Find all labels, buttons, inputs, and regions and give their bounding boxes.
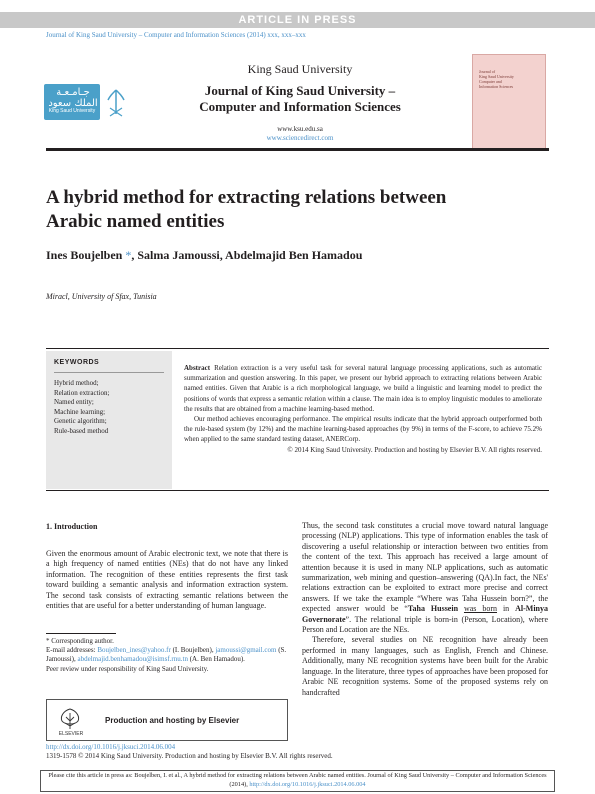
corresponding-author-note: * Corresponding author. bbox=[46, 637, 114, 645]
keyword: Machine learning; bbox=[54, 407, 106, 416]
abstract-paragraph-2: Our method achieves encouraging performance. The empirical results indicate that the hybrid approach outperformed both the rule-based system (by 12%) and the machine learning-based approaches (by 9%) in terms of the F-score, to achieve 75.2% when applied to the same standard testing dataset, ANERCorp. bbox=[184, 415, 542, 444]
cover-line: Computer and bbox=[479, 79, 502, 84]
cover-line: Information Sciences bbox=[479, 84, 514, 89]
peer-review-note: Peer review under responsibility of King Saud University. bbox=[46, 664, 209, 673]
email-link-1[interactable]: Boujelben_ines@yahoo.fr bbox=[97, 646, 171, 655]
journal-title-line2: Computer and Information Sciences bbox=[199, 99, 401, 114]
title-line1: A hybrid method for extracting relations between bbox=[46, 187, 447, 208]
footnote-rule bbox=[46, 633, 116, 634]
logo-arabic-text: جـامـعـة الملك سعود bbox=[48, 87, 98, 109]
citation-text: Please cite this article in press as: Boujelben, I. et al., A hybrid method for extracting relations between Arabic named entities. Journal of King Saud University – Computer and Information Sciences (2014), bbox=[48, 772, 547, 788]
abstract-paragraph-1 bbox=[184, 363, 542, 414]
abstract-text-1: Relation extraction is a very useful task for several natural language processing applications, such as automatic summarization and question answering. In this paper, we present our hybrid approach to extracting relations between Arabic named entities. Given that Arabic is a rich morphological language, we build a linguistic and learning model to predict the positions of words that express a semantic relation within a clause. The main idea is to employ linguistic modules to ameliorate the results that are obtained from a machine learning-based method. bbox=[184, 364, 542, 413]
email-addresses bbox=[46, 646, 288, 664]
example-entity-2: Al-Minya Governorate bbox=[302, 604, 548, 624]
article-title bbox=[46, 186, 486, 234]
cover-text bbox=[479, 69, 539, 89]
issn-copyright: 1319-1578 © 2014 King Saud University. Production and hosting by Elsevier B.V. All rights reserved. bbox=[46, 752, 333, 760]
example-relation: was born bbox=[463, 604, 498, 614]
journal-title-line1: Journal of King Saud University – bbox=[204, 83, 396, 98]
email-owner-1: (I. Boujelben), bbox=[170, 646, 216, 655]
email-link-2[interactable]: jamoussi@gmail.com bbox=[215, 646, 277, 655]
university-logo bbox=[40, 70, 130, 125]
citation-box bbox=[40, 770, 555, 792]
section-rule bbox=[46, 348, 549, 349]
email-owner-2: (S. Jamoussi), bbox=[46, 646, 287, 664]
keyword: Named entity; bbox=[54, 398, 94, 406]
email-link-3[interactable]: abdelmajid.benhamadou@isimsf.rnu.tn bbox=[77, 655, 188, 664]
author-list bbox=[46, 248, 362, 263]
email-label: E-mail addresses: bbox=[46, 646, 96, 655]
intro-left-text: Given the enormous amount of Arabic electronic text, we note that there is a high frequency of named entities (NEs) that do not have any linked information. The recognition of these entities represents the first task toward building a semantic analysis and information extraction system. The second task consists of extracting semantic relations between the entities that are useful for a better understanding of human language. bbox=[46, 549, 288, 611]
header-citation[interactable]: Journal of King Saud University – Computer and Information Sciences (2014) xxx, xxx–xxx bbox=[46, 31, 306, 39]
journal-cover-thumbnail bbox=[472, 54, 546, 150]
keyword: Genetic algorithm; bbox=[54, 417, 107, 425]
cover-line: King Saud University bbox=[479, 74, 514, 79]
intro-in: in bbox=[497, 604, 516, 614]
cover-line: Journal of bbox=[479, 69, 496, 74]
keywords-heading: KEYWORDS bbox=[54, 359, 164, 373]
abstract-copyright: © 2014 King Saud University. Production and hosting by Elsevier B.V. All rights reserved. bbox=[287, 445, 542, 454]
sciencedirect-url[interactable]: www.sciencedirect.com bbox=[266, 134, 334, 142]
right-column bbox=[302, 521, 548, 698]
logo-english-text: King Saud University bbox=[48, 108, 96, 114]
keyword: Hybrid method; bbox=[54, 379, 99, 387]
elsevier-hosting-text: Production and hosting by Elsevier bbox=[105, 716, 240, 725]
abstract-label: Abstract bbox=[184, 364, 211, 372]
article-in-press-banner: ARTICLE IN PRESS bbox=[0, 12, 595, 28]
author-first: Ines Boujelben bbox=[46, 248, 123, 262]
journal-header bbox=[150, 62, 450, 143]
intro-heading: 1. Introduction bbox=[46, 522, 98, 531]
corresponding-author-mark[interactable]: * bbox=[125, 248, 132, 262]
elsevier-name: ELSEVIER bbox=[58, 731, 84, 737]
intro-right-paragraph-2: Therefore, several studies on NE recognition have already been performed in many languages, such as English, French and Chinese. Additionally, many NE recognition systems have been built for the Arabic language. In the literature, three types of approaches have been proposed for Arabic NE recognition systems. Some of the proposed systems rely on handcrafted bbox=[302, 635, 548, 697]
doi-block bbox=[46, 743, 333, 761]
palm-emblem-icon bbox=[104, 84, 128, 120]
affiliation: Miracl, University of Sfax, Tunisia bbox=[46, 292, 157, 301]
abstract-rule bbox=[46, 490, 549, 491]
footnotes bbox=[46, 637, 288, 674]
university-name: King Saud University bbox=[247, 62, 353, 76]
example-entity-1: Taha Hussein bbox=[407, 604, 459, 614]
keywords-box bbox=[46, 351, 172, 489]
university-url[interactable]: www.ksu.edu.sa bbox=[277, 125, 323, 133]
abstract bbox=[184, 363, 542, 455]
intro-text: Thus, the second task constitutes a crucial move toward natural language processing (NLP) applications. This type of information enables the task of discovering a useful relationship or interaction between two entities from the content of the text. This approach has received a large amount of attention because it is used in many NLP applications, such as automatic summarization, web mining and question–answering (QA).In fact, the NEs' relations extraction can be exploited to extract more precise and correct answers. If we take the example “Where was Taha Hussein born?”, the expected answer would be “ bbox=[302, 521, 548, 614]
intro-text-end: ”. The relational triple is born-in (Person, Location), where Person and Location are the NEs. bbox=[302, 614, 548, 635]
header-rule bbox=[46, 148, 549, 151]
logo-box bbox=[44, 84, 100, 120]
author-rest: , Salma Jamoussi, Abdelmajid Ben Hamadou bbox=[131, 248, 363, 262]
elsevier-box bbox=[46, 699, 288, 741]
keyword: Relation extraction; bbox=[54, 388, 110, 397]
left-column bbox=[46, 522, 288, 611]
doi-link[interactable]: http://dx.doi.org/10.1016/j.jksuci.2014.06.004 bbox=[46, 743, 176, 751]
intro-right-paragraph-1 bbox=[302, 521, 548, 635]
citation-doi-link[interactable]: http://dx.doi.org/10.1016/j.jksuci.2014.06.004 bbox=[249, 780, 366, 788]
email-owner-3: (A. Ben Hamadou). bbox=[187, 655, 245, 664]
title-line2: Arabic named entities bbox=[46, 211, 225, 232]
keyword: Rule-based method bbox=[54, 426, 109, 435]
